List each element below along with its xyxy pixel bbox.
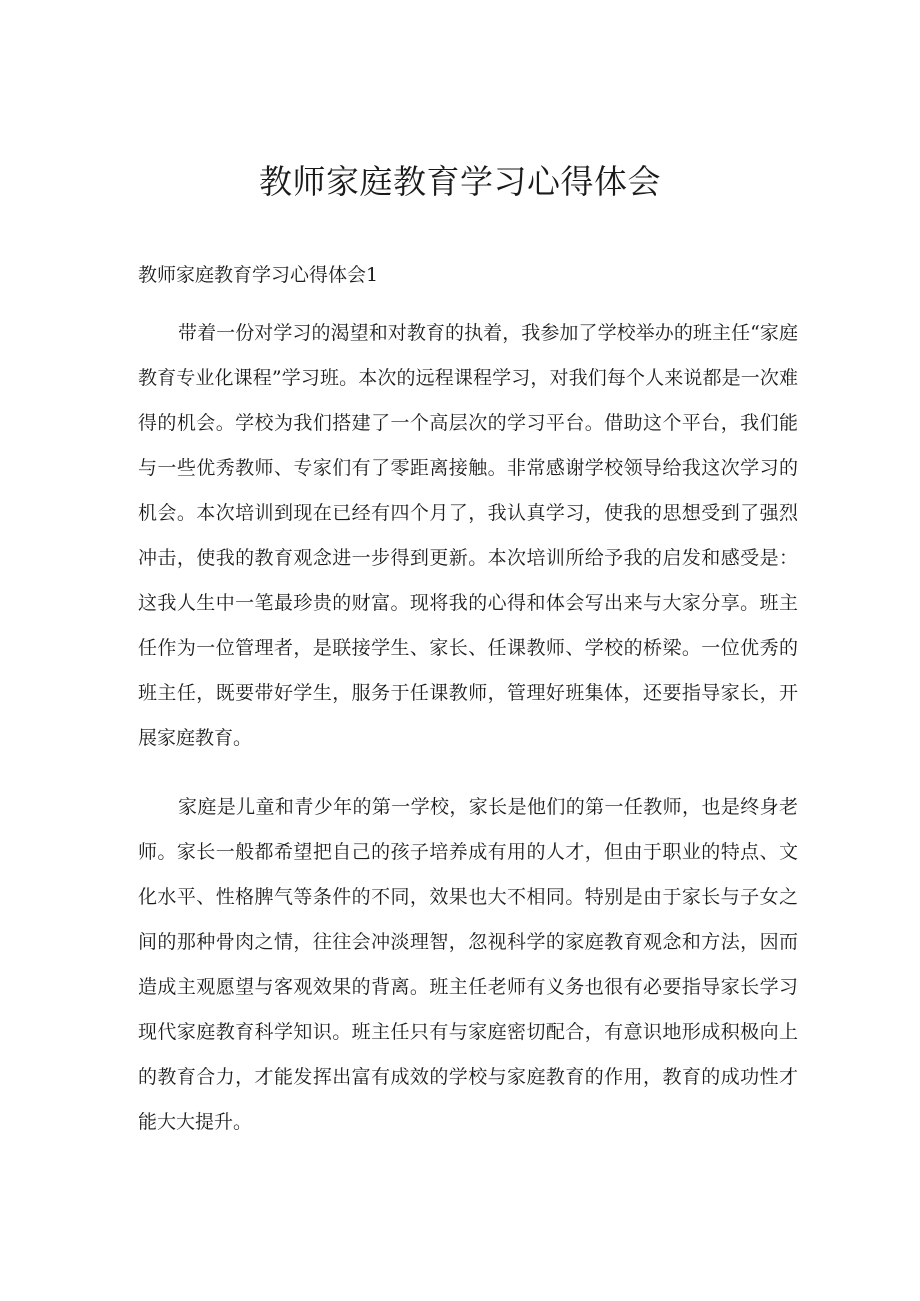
body-paragraph-1: 带着一份对学习的渴望和对教育的执着，我参加了学校举办的班主任“家庭教育专业化课程”学习班。本次的远程课程学习，对我们每个人来说都是一次难得的机会。学校为我们搭建了一个高层次的学习平台。借助这个平台，我们能与一些优秀教师、专家们有了零距离接触。非常感谢学校领导给我这次学习的机会。本次培训到现在已经有四个月了，我认真学习，使我的思想受到了强烈冲击，使我的教育观念进一步得到更新。本次培训所给予我的启发和感受是：这我人生中一笔最珍贵的财富。现将我的心得和体会写出来与大家分享。班主任作为一位管理者，是联接学生、家长、任课教师、学校的桥梁。一位优秀的班主任，既要带好学生，服务于任课教师，管理好班集体，还要指导家长，开展家庭教育。: [138, 322, 798, 749]
document-title: 教师家庭教育学习心得体会: [259, 162, 661, 201]
section-heading: 教师家庭教育学习心得体会1: [138, 264, 379, 286]
body-paragraph-2: 家庭是儿童和青少年的第一学校，家长是他们的第一任教师，也是终身老师。家长一般都希望把自己的孩子培养成有用的人才，但由于职业的特点、文化水平、性格脾气等条件的不同，效果也大不相同。特别是由于家长与子女之间的那种骨肉之情，往往会冲淡理智，忽视科学的家庭教育观念和方法，因而造成主观愿望与客观效果的背离。班主任老师有义务也很有必要指导家长学习现代家庭教育科学知识。班主任只有与家庭密切配合，有意识地形成积极向上的教育合力，才能发挥出富有成效的学校与家庭教育的作用，教育的成功性才能大大提升。: [138, 796, 798, 1133]
